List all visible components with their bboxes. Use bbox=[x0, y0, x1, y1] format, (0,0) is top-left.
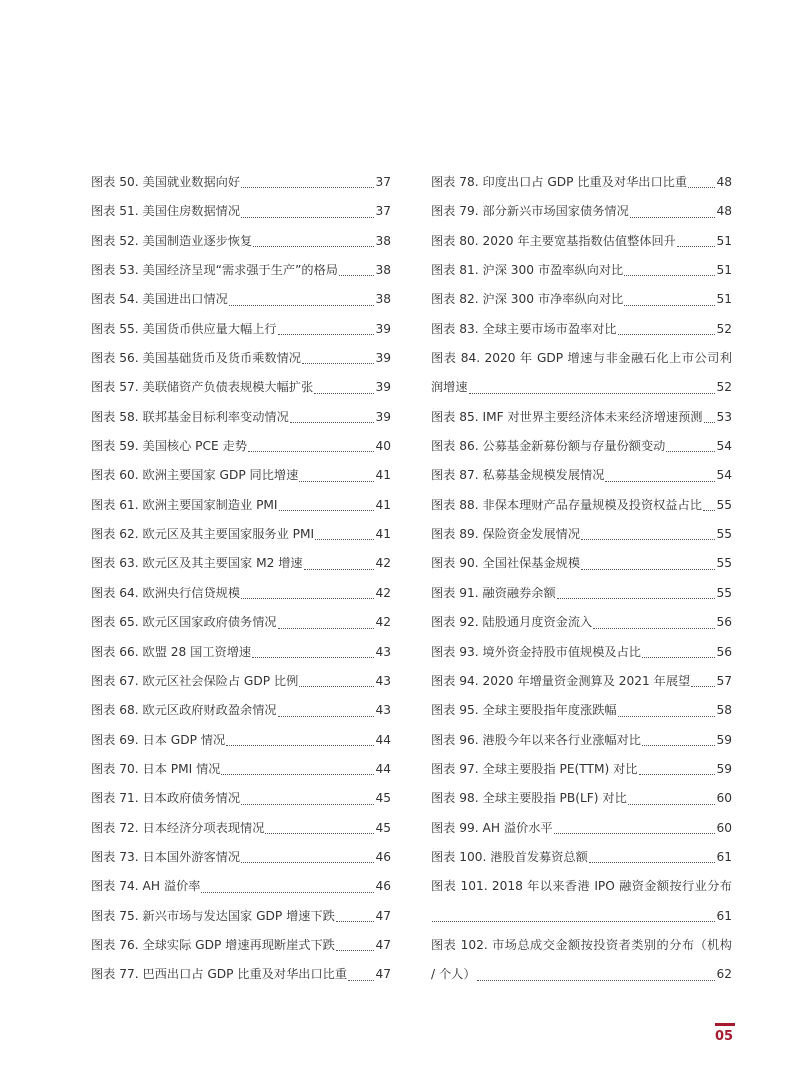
toc-entry[interactable] bbox=[91, 638, 391, 667]
dot-leader bbox=[618, 333, 716, 335]
toc-title: 图表 63. 欧元区及其主要国家 M2 增速 bbox=[91, 556, 303, 571]
toc-right-column bbox=[431, 168, 732, 990]
toc-title: 图表 88. 非保本理财产品存量规模及投资权益占比 bbox=[431, 497, 702, 512]
dot-leader bbox=[278, 715, 375, 717]
toc-title: 图表 91. 融资融券余额 bbox=[431, 585, 556, 600]
dot-leader bbox=[241, 803, 374, 805]
dot-leader bbox=[315, 538, 374, 540]
dot-leader bbox=[339, 274, 375, 276]
toc-title: 图表 83. 全球主要市场市盈率对比 bbox=[431, 321, 617, 336]
dot-leader bbox=[226, 744, 374, 746]
toc-page-number: 51 bbox=[716, 263, 732, 278]
toc-title: 图表 60. 欧洲主要国家 GDP 同比增速 bbox=[91, 468, 299, 483]
toc-page-number: 51 bbox=[716, 292, 732, 307]
toc-entry[interactable] bbox=[431, 784, 732, 813]
dot-leader bbox=[304, 568, 375, 570]
toc-title: 图表 50. 美国就业数据向好 bbox=[91, 175, 241, 189]
toc-title: 图表 89. 保险资金发展情况 bbox=[431, 527, 581, 542]
toc-page-number: 43 bbox=[375, 673, 391, 688]
toc-entry[interactable] bbox=[91, 344, 391, 373]
dot-leader bbox=[290, 421, 375, 423]
dot-leader bbox=[581, 568, 715, 570]
toc-title-continuation: / 个人） bbox=[431, 967, 476, 982]
dot-leader bbox=[593, 627, 715, 629]
toc-title: 图表 92. 陆股通月度资金流入 bbox=[431, 615, 593, 630]
toc-page-number: 55 bbox=[716, 585, 732, 600]
dot-leader bbox=[229, 304, 375, 306]
toc-page-number: 41 bbox=[375, 468, 391, 483]
toc-title: 图表 65. 欧元区国家政府债务情况 bbox=[91, 615, 277, 630]
toc-entry[interactable] bbox=[91, 579, 391, 608]
dot-leader bbox=[241, 186, 374, 188]
toc-entry[interactable] bbox=[431, 549, 732, 578]
toc-entry[interactable] bbox=[91, 520, 391, 549]
toc-entry[interactable] bbox=[91, 373, 391, 402]
toc-title: 图表 76. 全球实际 GDP 增速再现断崖式下跌 bbox=[91, 937, 335, 952]
toc-entry[interactable] bbox=[431, 227, 732, 256]
toc-page-number: 55 bbox=[716, 556, 732, 571]
dot-leader bbox=[469, 392, 716, 394]
toc-page-number: 52 bbox=[716, 380, 732, 395]
dot-leader bbox=[630, 216, 716, 218]
toc-page-number: 38 bbox=[375, 263, 391, 278]
toc-page-number: 39 bbox=[375, 351, 391, 366]
toc-title: 图表 80. 2020 年主要宽基指数估值整体回升 bbox=[431, 233, 676, 248]
toc-page-number: 61 bbox=[716, 908, 732, 923]
toc-entry[interactable] bbox=[91, 726, 391, 755]
toc-title: 图表 85. IMF 对世界主要经济体未来经济增速预测 bbox=[431, 409, 703, 424]
dot-leader bbox=[299, 685, 374, 687]
toc-entry[interactable] bbox=[431, 755, 732, 784]
dot-leader bbox=[691, 685, 715, 687]
toc-title: 图表 56. 美国基础货币及货币乘数情况 bbox=[91, 351, 301, 366]
dot-leader bbox=[314, 392, 374, 394]
toc-title: 图表 87. 私募基金规模发展情况 bbox=[431, 468, 605, 483]
toc-page-number: 42 bbox=[375, 556, 391, 571]
dot-leader bbox=[666, 450, 715, 452]
toc-entry[interactable] bbox=[91, 168, 391, 197]
toc-page-number: 55 bbox=[716, 497, 732, 512]
toc-title: 图表 96. 港股今年以来各行业涨幅对比 bbox=[431, 732, 641, 747]
dot-leader bbox=[241, 216, 374, 218]
toc-title-continuation: 润增速 bbox=[431, 380, 468, 395]
toc-page-number: 46 bbox=[375, 849, 391, 864]
toc-title: 图表 77. 巴西出口占 GDP 比重及对华出口比重 bbox=[91, 967, 348, 982]
toc-entry[interactable] bbox=[91, 256, 391, 285]
dot-leader bbox=[248, 450, 375, 452]
dot-leader bbox=[642, 744, 716, 746]
dot-leader bbox=[642, 656, 716, 658]
toc-entry[interactable] bbox=[91, 902, 391, 931]
toc-entry[interactable] bbox=[91, 315, 391, 344]
toc-title: 图表 86. 公募基金新募份额与存量份额变动 bbox=[431, 439, 666, 454]
toc-page-number: 57 bbox=[716, 673, 732, 688]
dot-leader bbox=[677, 245, 716, 247]
toc-title: 图表 74. AH 溢价率 bbox=[91, 879, 201, 894]
toc-entry[interactable] bbox=[91, 608, 391, 637]
toc-title: 图表 84. 2020 年 GDP 增速与非金融石化上市公司利 bbox=[431, 351, 732, 366]
toc-page-number: 54 bbox=[716, 439, 732, 454]
toc-title: 图表 100. 港股首发募资总额 bbox=[431, 849, 588, 864]
toc-page-number: 52 bbox=[716, 321, 732, 336]
toc-entry[interactable] bbox=[91, 227, 391, 256]
toc-entry[interactable] bbox=[91, 285, 391, 314]
toc-entry[interactable] bbox=[431, 256, 732, 285]
toc-page-number: 61 bbox=[716, 849, 732, 864]
toc-page-number: 44 bbox=[375, 761, 391, 776]
toc-entry[interactable] bbox=[431, 520, 732, 549]
toc-entry[interactable] bbox=[91, 755, 391, 784]
toc-page-number: 40 bbox=[375, 439, 391, 454]
toc-page-number: 62 bbox=[716, 967, 732, 982]
toc-page-number: 48 bbox=[716, 204, 732, 219]
toc-title: 图表 69. 日本 GDP 情况 bbox=[91, 732, 226, 747]
dot-leader bbox=[624, 274, 715, 276]
toc-page-number: 37 bbox=[375, 175, 391, 189]
dot-leader bbox=[581, 538, 715, 540]
toc-title: 图表 90. 全国社保基金规模 bbox=[431, 556, 581, 571]
toc-title: 图表 54. 美国进出口情况 bbox=[91, 292, 228, 307]
toc-entry[interactable] bbox=[431, 726, 732, 755]
toc-entry[interactable] bbox=[431, 432, 732, 461]
toc-page-number: 37 bbox=[375, 204, 391, 219]
toc-entry[interactable] bbox=[91, 843, 391, 872]
toc-title: 图表 61. 欧洲主要国家制造业 PMI bbox=[91, 497, 278, 512]
toc-page-number: 46 bbox=[375, 879, 391, 894]
dot-leader bbox=[265, 832, 374, 834]
toc-title: 图表 98. 全球主要股指 PB(LF) 对比 bbox=[431, 791, 627, 806]
toc-page-number: 43 bbox=[375, 644, 391, 659]
toc-page-number: 45 bbox=[375, 820, 391, 835]
toc-entry[interactable] bbox=[91, 960, 391, 989]
dot-leader bbox=[628, 803, 716, 805]
toc-page-number: 39 bbox=[375, 380, 391, 395]
toc-title: 图表 62. 欧元区及其主要国家服务业 PMI bbox=[91, 527, 315, 542]
dot-leader bbox=[618, 715, 716, 717]
toc-title: 图表 55. 美国货币供应量大幅上行 bbox=[91, 321, 277, 336]
dot-leader bbox=[554, 832, 716, 834]
toc-page-number: 56 bbox=[716, 644, 732, 659]
dot-leader bbox=[432, 920, 715, 922]
dot-leader bbox=[336, 920, 375, 922]
toc-page-number: 39 bbox=[375, 409, 391, 424]
toc-title: 图表 64. 欧洲央行信贷规模 bbox=[91, 585, 241, 600]
toc-entry[interactable] bbox=[431, 285, 732, 314]
toc-entry[interactable] bbox=[91, 931, 391, 960]
dot-leader bbox=[348, 979, 374, 981]
dot-leader bbox=[241, 597, 374, 599]
toc-title: 图表 71. 日本政府债务情况 bbox=[91, 791, 241, 806]
toc-entry[interactable] bbox=[431, 667, 732, 696]
toc-page-number: 41 bbox=[375, 527, 391, 542]
toc-page-number: 38 bbox=[375, 292, 391, 307]
toc-title: 图表 67. 欧元区社会保险占 GDP 比例 bbox=[91, 673, 299, 688]
page-number-marker bbox=[715, 1023, 735, 1026]
toc-entry[interactable] bbox=[431, 168, 732, 197]
toc-title: 图表 82. 沪深 300 市净率纵向对比 bbox=[431, 292, 624, 307]
toc-page-number: 44 bbox=[375, 732, 391, 747]
toc-title: 图表 99. AH 溢价水平 bbox=[431, 820, 553, 835]
toc-page-number: 39 bbox=[375, 321, 391, 336]
toc-entry[interactable] bbox=[91, 814, 391, 843]
toc-entry[interactable] bbox=[431, 931, 732, 990]
toc-page-number: 56 bbox=[716, 615, 732, 630]
toc-title: 图表 53. 美国经济呈现“需求强于生产”的格局 bbox=[91, 263, 338, 278]
dot-leader bbox=[557, 597, 716, 599]
dot-leader bbox=[688, 186, 715, 188]
toc-title: 图表 94. 2020 年增量资金测算及 2021 年展望 bbox=[431, 673, 691, 688]
toc-page-number: 43 bbox=[375, 703, 391, 718]
dot-leader bbox=[201, 891, 374, 893]
toc-title: 图表 97. 全球主要股指 PE(TTM) 对比 bbox=[431, 761, 638, 776]
toc-page-number: 38 bbox=[375, 233, 391, 248]
toc-entry[interactable] bbox=[91, 696, 391, 725]
dot-leader bbox=[241, 861, 374, 863]
toc-left-column bbox=[91, 168, 391, 990]
toc-title: 图表 51. 美国住房数据情况 bbox=[91, 204, 241, 219]
toc-title: 图表 59. 美国核心 PCE 走势 bbox=[91, 439, 247, 454]
toc-entry[interactable] bbox=[431, 315, 732, 344]
toc-title: 图表 66. 欧盟 28 国工资增速 bbox=[91, 644, 252, 659]
toc-entry[interactable] bbox=[91, 197, 391, 226]
dot-leader bbox=[253, 245, 374, 247]
dot-leader bbox=[252, 656, 374, 658]
dot-leader bbox=[302, 362, 375, 364]
dot-leader bbox=[605, 480, 715, 482]
toc-page-number: 42 bbox=[375, 615, 391, 630]
toc-title: 图表 93. 境外资金持股市值规模及占比 bbox=[431, 644, 641, 659]
toc-title: 图表 79. 部分新兴市场国家债务情况 bbox=[431, 204, 629, 219]
toc-page-number: 48 bbox=[716, 175, 732, 189]
toc-entry[interactable] bbox=[431, 638, 732, 667]
toc-page-number: 47 bbox=[375, 937, 391, 952]
dot-leader bbox=[278, 627, 375, 629]
toc-page-number: 41 bbox=[375, 497, 391, 512]
toc-page-number: 51 bbox=[716, 233, 732, 248]
dot-leader bbox=[639, 773, 716, 775]
toc-title: 图表 101. 2018 年以来香港 IPO 融资金额按行业分布 bbox=[431, 879, 732, 894]
toc-entry[interactable] bbox=[91, 872, 391, 901]
toc-entry[interactable] bbox=[431, 403, 732, 432]
dot-leader bbox=[278, 333, 375, 335]
toc-entry[interactable] bbox=[431, 814, 732, 843]
toc-entry[interactable] bbox=[431, 872, 732, 931]
toc-title: 图表 102. 市场总成交金额按投资者类别的分布（机构 bbox=[431, 937, 732, 952]
toc-page-number: 54 bbox=[716, 468, 732, 483]
toc-page-number: 45 bbox=[375, 791, 391, 806]
toc-page-number: 55 bbox=[716, 527, 732, 542]
toc-page-number: 47 bbox=[375, 967, 391, 982]
toc-page-number: 42 bbox=[375, 585, 391, 600]
toc-page-number: 59 bbox=[716, 732, 732, 747]
toc-title: 图表 81. 沪深 300 市盈率纵向对比 bbox=[431, 263, 624, 278]
toc-page-number: 53 bbox=[716, 409, 732, 424]
dot-leader bbox=[477, 979, 716, 981]
dot-leader bbox=[704, 421, 716, 423]
toc-title: 图表 68. 欧元区政府财政盈余情况 bbox=[91, 703, 277, 718]
toc-title: 图表 57. 美联储资产负债表规模大幅扩张 bbox=[91, 380, 314, 395]
toc-page-number: 58 bbox=[716, 703, 732, 718]
toc-page-number: 47 bbox=[375, 908, 391, 923]
toc-title: 图表 75. 新兴市场与发达国家 GDP 增速下跌 bbox=[91, 908, 335, 923]
toc-entry[interactable] bbox=[431, 696, 732, 725]
dot-leader bbox=[624, 304, 715, 306]
toc-entry[interactable] bbox=[431, 843, 732, 872]
dot-leader bbox=[703, 509, 716, 511]
toc-title: 图表 78. 印度出口占 GDP 比重及对华出口比重 bbox=[431, 175, 688, 189]
toc-entry[interactable] bbox=[91, 491, 391, 520]
toc-entry[interactable] bbox=[431, 344, 732, 403]
page-number: 05 bbox=[715, 1029, 734, 1044]
toc-title: 图表 95. 全球主要股指年度涨跌幅 bbox=[431, 703, 617, 718]
toc-entry[interactable] bbox=[91, 784, 391, 813]
toc-entry[interactable] bbox=[431, 197, 732, 226]
dot-leader bbox=[279, 509, 375, 511]
toc-entry[interactable] bbox=[431, 491, 732, 520]
toc-entry[interactable] bbox=[91, 667, 391, 696]
toc-entry[interactable] bbox=[431, 608, 732, 637]
toc-title: 图表 72. 日本经济分项表现情况 bbox=[91, 820, 265, 835]
dot-leader bbox=[299, 480, 374, 482]
toc-entry[interactable] bbox=[91, 549, 391, 578]
dot-leader bbox=[221, 773, 374, 775]
toc-page-number: 60 bbox=[716, 820, 732, 835]
toc-entry[interactable] bbox=[431, 579, 732, 608]
toc-entry[interactable] bbox=[91, 403, 391, 432]
toc-title: 图表 58. 联邦基金目标利率变动情况 bbox=[91, 409, 289, 424]
toc-title: 图表 73. 日本国外游客情况 bbox=[91, 849, 241, 864]
toc-title: 图表 70. 日本 PMI 情况 bbox=[91, 761, 221, 776]
toc-page-number: 59 bbox=[716, 761, 732, 776]
toc-title: 图表 52. 美国制造业逐步恢复 bbox=[91, 233, 253, 248]
toc-page-number: 60 bbox=[716, 791, 732, 806]
dot-leader bbox=[336, 949, 375, 951]
dot-leader bbox=[589, 861, 716, 863]
toc-entry[interactable] bbox=[91, 461, 391, 490]
toc-entry[interactable] bbox=[431, 461, 732, 490]
toc-entry[interactable] bbox=[91, 432, 391, 461]
